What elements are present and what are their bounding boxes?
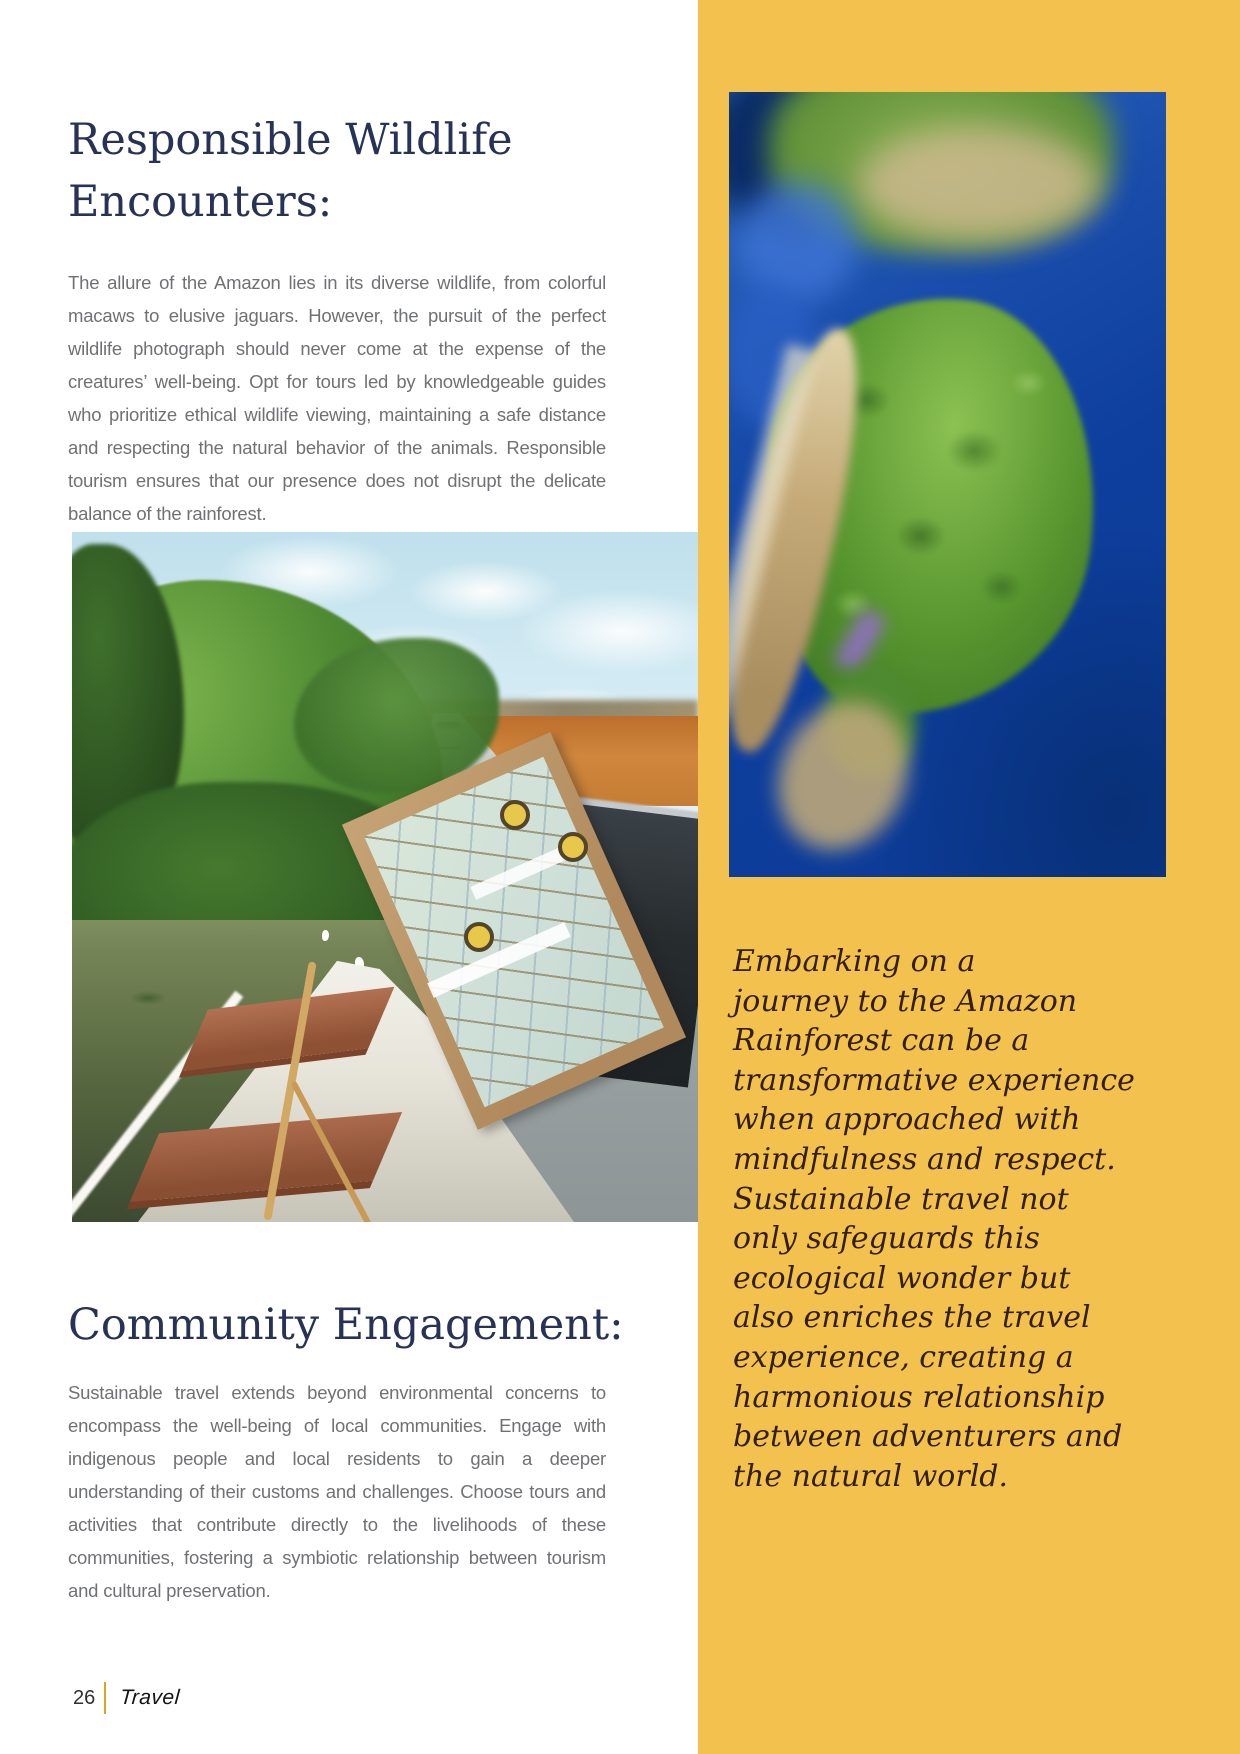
paragraph-community: Sustainable travel extends beyond environmental concerns to encompass the well-being of local communities. Engage with indigenous people and local residents to gain a deeper understanding of their customs and challenges. Choose tours and activities that contribute directly to the livelihoods of these communities, fostering a symbiotic relationship between tourism and cultural preservation.: [68, 1381, 606, 1601]
section-heading-community: Community Engagement:: [68, 1299, 624, 1350]
paragraph-wildlife: The allure of the Amazon lies in its diverse wildlife, from colorful macaws to elusive jaguars. However, the pursuit of the perfect wildlife photograph should never come at the expense of the creatures’ well-being. Opt for tours led by knowledgeable guides who prioritize ethical wildlife viewing, maintaining a safe distance and respecting the natural behavior of the animals. Responsible tourism ensures that our presence does not disrupt the delicate balance of the rainforest.: [68, 271, 606, 524]
highland-blur: [859, 128, 1099, 240]
section-heading-wildlife: Responsible Wildlife Encounters:: [68, 114, 513, 227]
map-marker: [500, 800, 530, 830]
caribbean-water: [737, 182, 857, 302]
map-marker: [464, 922, 494, 952]
page-number: 26: [73, 1686, 96, 1709]
south-america-relief-map-photo: [729, 92, 1166, 877]
pull-quote: Embarking on a journey to the Amazon Rainforest can be a transformative experience when approached with mindfulness and respect. Sustainable travel not only safeguards this ecological wonder but also enriches the travel experience, creating a harmonious relationship between adventurers and the natural world.: [733, 944, 1135, 1494]
footer-divider: [104, 1682, 106, 1714]
page-footer: [73, 1682, 180, 1714]
map-marker: [558, 832, 588, 862]
section-label: Travel: [119, 1686, 181, 1709]
travel-collage-photo: [72, 532, 698, 1222]
